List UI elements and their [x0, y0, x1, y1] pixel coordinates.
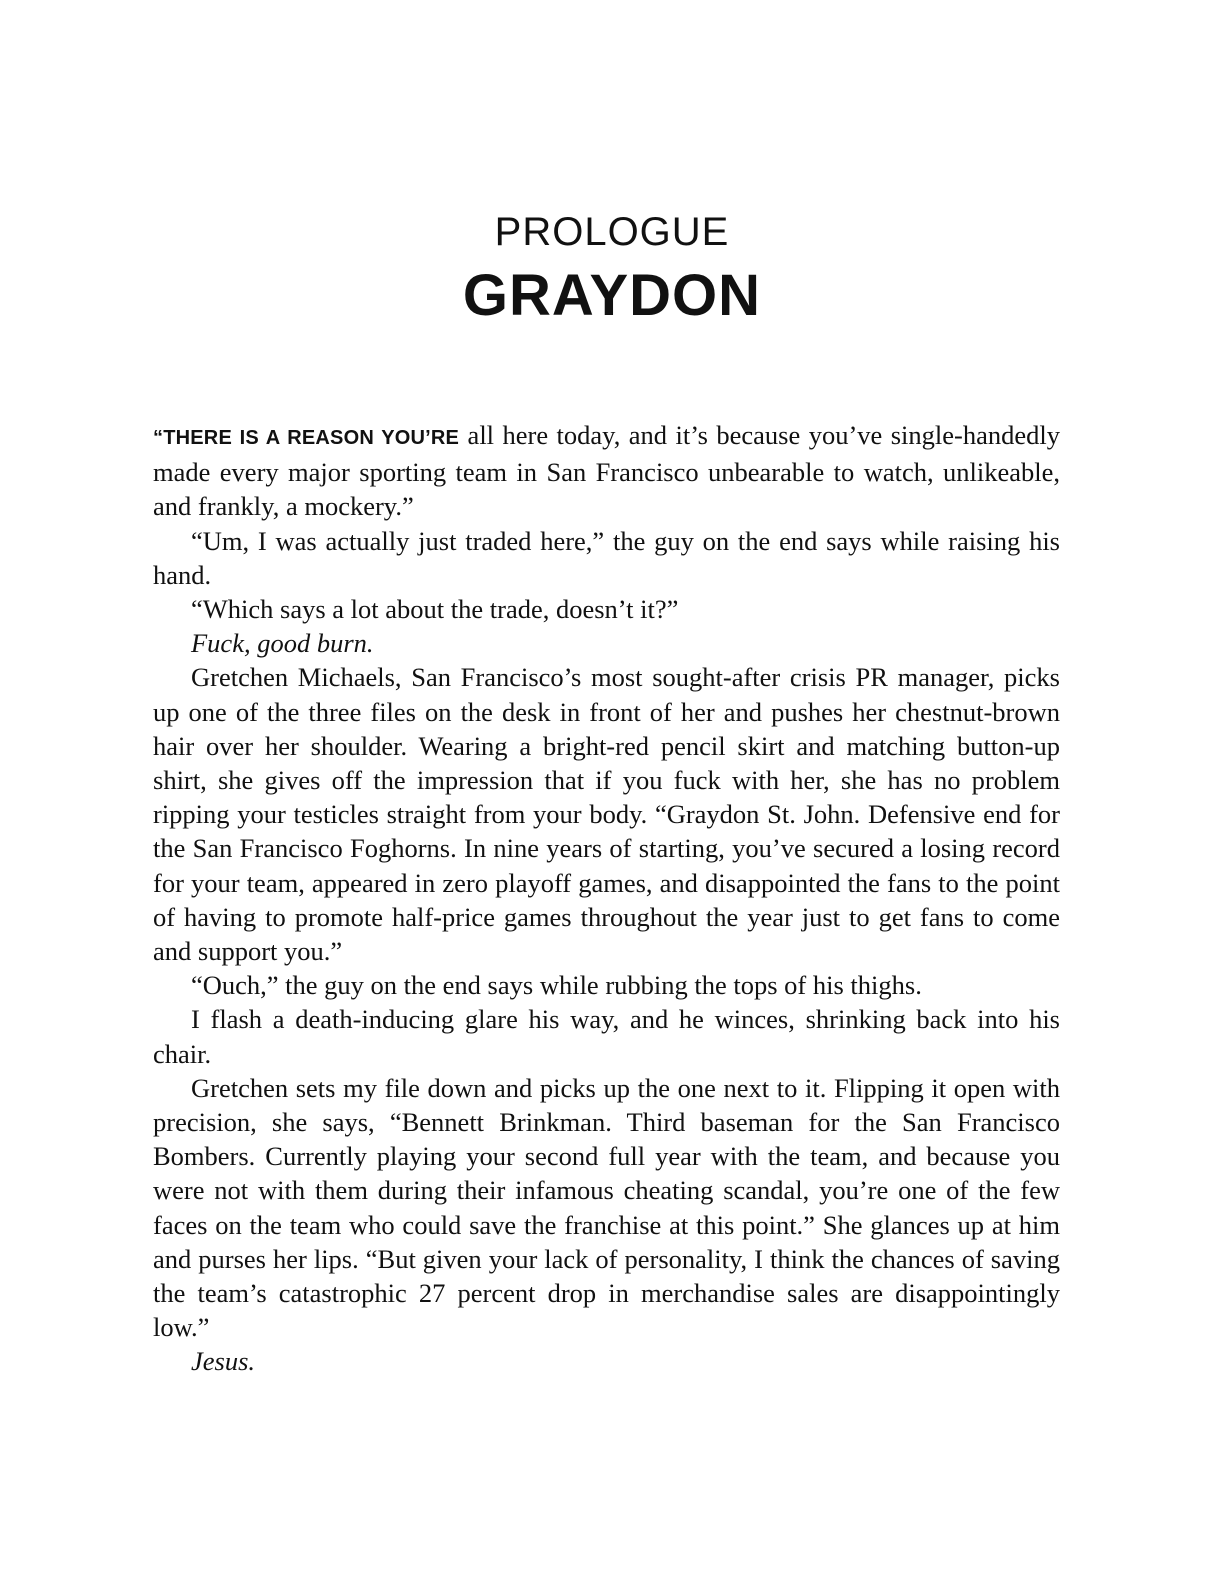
chapter-title: GRAYDON	[462, 263, 762, 328]
paragraph	[153, 418, 1060, 524]
paragraph: “Which says a lot about the trade, doesn’t it?”	[191, 594, 679, 625]
italic-thought: Jesus.	[191, 1346, 256, 1377]
paragraph-text: all here today, and it’s because you’ve single-handedly made every major sporting team in San Francisco unbearable to watch, unlikeable, and frankly, a mockery.”	[153, 420, 1060, 522]
paragraph: “Ouch,” the guy on the end says while rubbing the tops of his thighs.	[191, 970, 922, 1001]
paragraph: “Um, I was actually just traded here,” the guy on the end says while raising his hand.	[153, 525, 1060, 590]
chapter-body	[153, 418, 1060, 1379]
paragraph: Gretchen Michaels, San Francisco’s most sought-after crisis PR manager, picks up one of the three files on the desk in front of her and pushes her chestnut-brown hair over her shoulder. Wearing a bright-red pencil skirt and matching button-up shirt, she gives off the impression that if you fuck with her, she has no problem ripping your testicles straight from your body. “Graydon St. John. Defensive end for the San Francisco Foghorns. In nine years of starting, you’ve secured a losing record for your team, appeared in zero playoff games, and disappointed the fans to the point of having to promote half-price games throughout the year just to get fans to come and support you.”	[153, 662, 1060, 967]
small-caps-lead-in: “THERE IS A REASON YOU’RE	[153, 427, 460, 449]
chapter-label: PROLOGUE	[494, 210, 730, 254]
paragraph: I flash a death-inducing glare his way, and he winces, shrinking back into his chair.	[153, 1004, 1060, 1069]
italic-thought: Fuck, good burn.	[191, 628, 374, 659]
paragraph: Gretchen sets my file down and picks up the one next to it. Flipping it open with precision, she says, “Bennett Brinkman. Third baseman for the San Francisco Bombers. Currently playing your second full year with the team, and because you were not with them during their infamous cheating scandal, you’re one of the few faces on the team who could save the franchise at this point.” She glances up at him and purses her lips. “But given your lack of personality, I think the chances of saving the team’s catastrophic 27 percent drop in merchandise sales are disappointingly low.”	[153, 1072, 1060, 1343]
